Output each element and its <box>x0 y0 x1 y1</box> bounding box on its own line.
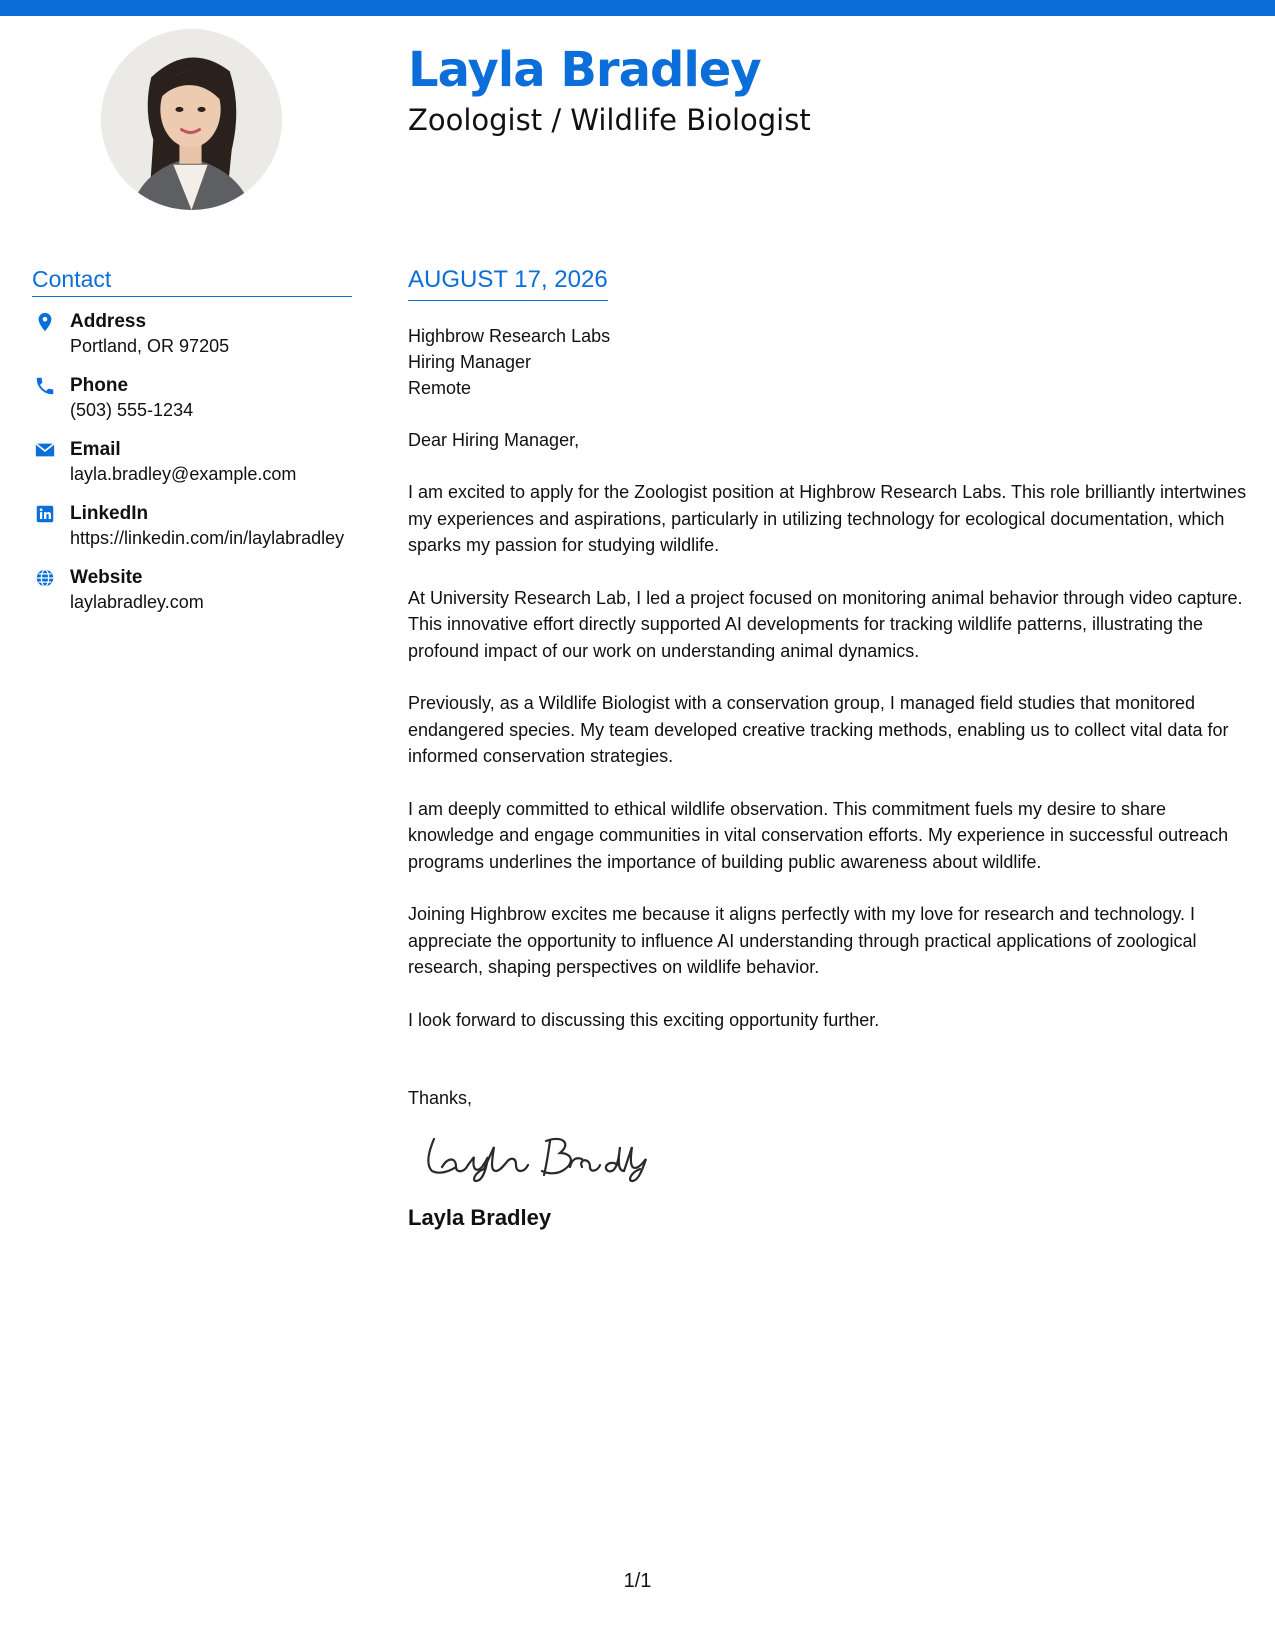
globe-icon <box>34 567 56 589</box>
contact-item-website <box>32 565 352 615</box>
contact-list <box>32 309 352 615</box>
contact-heading: Contact <box>32 266 352 297</box>
phone-icon <box>34 375 56 397</box>
contact-item-address <box>32 309 352 359</box>
website-value[interactable]: laylabradley.com <box>70 592 204 612</box>
letter-paragraph: Previously, as a Wildlife Biologist with a conservation group, I managed field studies that monitored endangered species. My team developed creative tracking methods, enabling us to collect vital data for informed conservation strategies. <box>408 693 1229 766</box>
top-accent-bar <box>0 0 1275 16</box>
contact-label: Email <box>70 439 121 460</box>
profile-photo-illustration <box>101 29 282 210</box>
recipient-role: Hiring Manager <box>408 352 532 372</box>
contact-item-linkedin <box>32 501 352 551</box>
letter-date: AUGUST 17, 2026 <box>408 266 608 301</box>
contact-label: Website <box>70 567 143 588</box>
letter-closing: Thanks, <box>408 1088 473 1108</box>
recipient-company: Highbrow Research Labs <box>408 326 611 346</box>
linkedin-icon <box>34 503 56 525</box>
email-icon <box>34 439 56 461</box>
contact-item-phone <box>32 373 352 423</box>
email-value[interactable]: layla.bradley@example.com <box>70 464 297 484</box>
linkedin-value[interactable]: https://linkedin.com/in/laylabradley <box>70 528 345 548</box>
letter-paragraph: At University Research Lab, I led a project focused on monitoring animal behavior through video capture. This innovative effort directly supported AI developments for tracking wildlife patterns, illustrating the profound impact of our work on understanding animal dynamics. <box>408 587 1243 661</box>
letter-paragraph: I am excited to apply for the Zoologist position at Highbrow Research Labs. This role brilliantly intertwines my experiences and aspirations, particularly in utilizing technology for ecological documentation, which sparks my passion for studying wildlife. <box>408 482 1247 555</box>
contact-label: Address <box>70 311 147 332</box>
recipient-location: Remote <box>408 378 472 398</box>
letter-paragraph: I look forward to discussing this exciting opportunity further. <box>408 1009 880 1030</box>
profile-photo <box>101 29 282 210</box>
phone-value[interactable]: (503) 555-1234 <box>70 400 194 420</box>
letter-greeting: Dear Hiring Manager, <box>408 430 580 450</box>
contact-item-email <box>32 437 352 487</box>
contact-sidebar <box>32 266 352 629</box>
contact-label: Phone <box>70 375 129 396</box>
page-number: 1/1 <box>623 1570 652 1592</box>
signer-name: Layla Bradley <box>408 1205 552 1230</box>
applicant-title: Zoologist / Wildlife Biologist <box>408 103 811 137</box>
recipient-block <box>408 323 1248 401</box>
handwritten-signature <box>422 1127 662 1183</box>
letter-body <box>408 266 1248 1231</box>
letter-paragraph: I am deeply committed to ethical wildlife observation. This commitment fuels my desire to share knowledge and engage communities in vital conservation efforts. My experience in successful outreach programs underlines the importance of building public awareness about wildlife. <box>408 798 1229 872</box>
contact-label: LinkedIn <box>70 503 149 524</box>
address-value: Portland, OR 97205 <box>70 336 230 356</box>
letter-paragraph: Joining Highbrow excites me because it aligns perfectly with my love for research and technology. I appreciate the opportunity to influence AI understanding through practical applications of zoological research, shaping perspectives on wildlife behavior. <box>408 904 1197 977</box>
map-pin-icon <box>34 311 56 333</box>
applicant-name: Layla Bradley <box>408 42 761 98</box>
